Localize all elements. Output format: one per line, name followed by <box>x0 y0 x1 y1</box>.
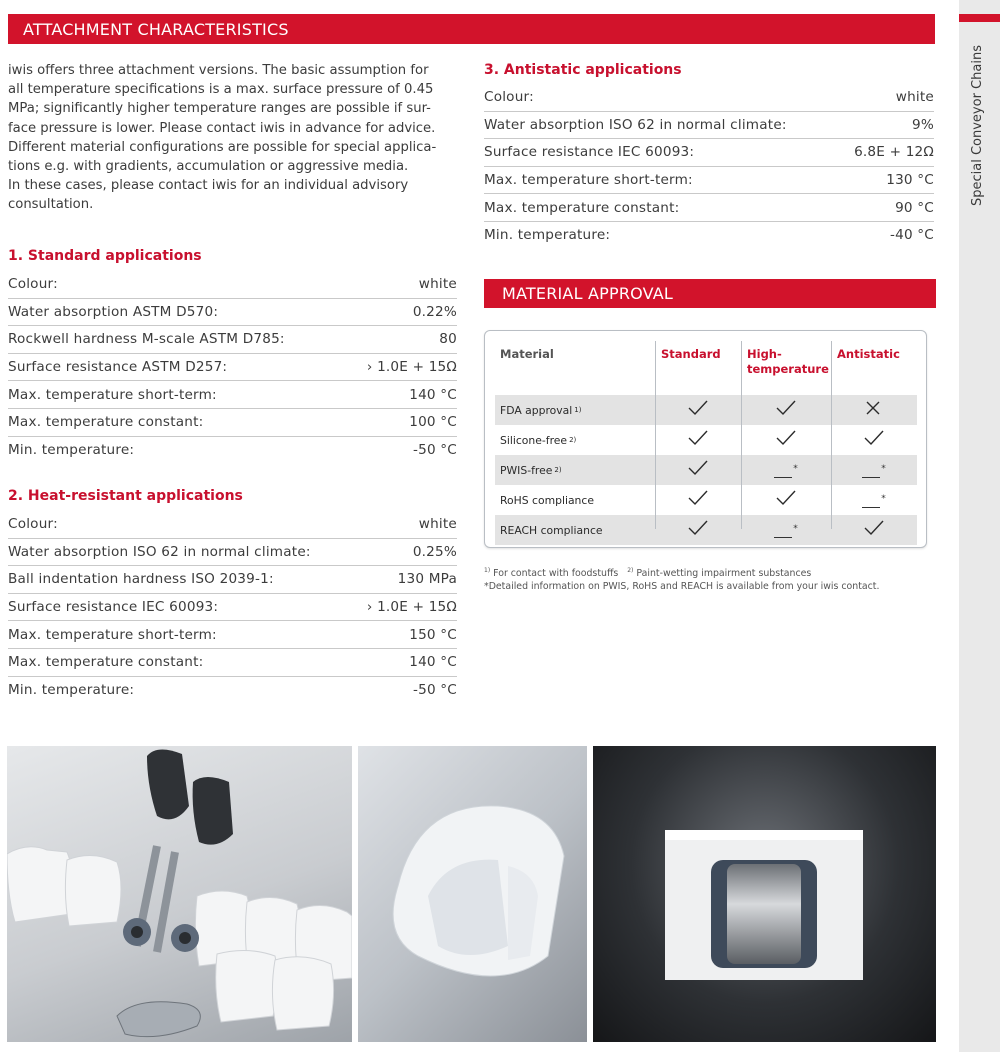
spec-label: Water absorption ASTM D570: <box>8 303 219 320</box>
sidebar-title: Special Conveyor Chains <box>970 45 985 206</box>
intro-line: Different material configurations are possible for special applica- <box>8 139 437 155</box>
spec-value: 0.25% <box>412 543 457 560</box>
approval-status-cell <box>741 485 831 515</box>
spec-row <box>484 167 934 195</box>
asterisk-marker: * <box>793 463 798 474</box>
check-icon <box>776 430 796 450</box>
spec-row <box>8 677 457 704</box>
spec-row <box>484 112 934 140</box>
spec-label: Max. temperature short-term: <box>8 386 217 403</box>
standard-applications-title: 1. Standard applications <box>8 248 202 264</box>
standard-spec-list <box>8 271 457 463</box>
spec-value: 9% <box>912 116 934 133</box>
footnote-marker: 2) <box>569 436 577 444</box>
spec-row <box>8 354 457 382</box>
approval-status-cell <box>831 455 917 485</box>
spec-label: Water absorption ISO 62 in normal climate: <box>8 543 311 560</box>
intro-line: iwis offers three attachment versions. The basic assumption for <box>8 63 429 78</box>
column-header-standard: Standard <box>661 347 721 361</box>
spec-value: 130 °C <box>886 172 934 189</box>
approval-status-cell <box>655 455 741 485</box>
material-property-label: RoHS compliance <box>500 493 594 507</box>
spec-row <box>8 299 457 327</box>
not-applicable-dash-icon <box>774 521 798 540</box>
spec-row <box>8 566 457 594</box>
column-divider <box>831 341 832 529</box>
check-icon <box>864 430 884 450</box>
photo-attachment-on-chain-link <box>593 746 936 1042</box>
photo-single-attachment <box>358 746 587 1042</box>
spec-label: Colour: <box>484 89 534 106</box>
spec-value: white <box>895 89 934 106</box>
table-row <box>495 485 917 515</box>
column-header-high-temperature <box>741 341 831 395</box>
material-approval-table-card <box>484 330 927 548</box>
spec-row <box>8 381 457 409</box>
spec-value: 140 °C <box>409 654 457 671</box>
section-header-material-approval <box>484 279 936 308</box>
antistatic-applications-title: 3. Antistatic applications <box>484 62 682 78</box>
material-approval-title: MATERIAL APPROVAL <box>502 284 674 303</box>
section-header-attachment-characteristics <box>8 14 935 44</box>
intro-line: all temperature specifications is a max. surface pressure of 0.45 <box>8 82 434 98</box>
table-body <box>495 395 917 545</box>
table-row <box>495 455 917 485</box>
not-applicable-dash-icon <box>862 461 886 480</box>
material-property-label: Silicone-free <box>500 433 568 447</box>
check-icon <box>688 400 708 420</box>
spec-label: Max. temperature constant: <box>8 654 204 671</box>
check-icon <box>688 460 708 480</box>
intro-line: face pressure is lower. Please contact iwis in advance for advice. <box>8 120 436 136</box>
column-header-material: Material <box>500 347 554 361</box>
approval-status-cell <box>741 515 831 545</box>
spec-value: -50 °C <box>412 681 457 698</box>
intro-line: consultation. <box>8 197 94 213</box>
spec-value: 100 °C <box>409 414 457 431</box>
column-header-antistatic: Antistatic <box>837 347 900 361</box>
column-divider <box>655 341 656 529</box>
spec-row <box>484 84 934 112</box>
approval-status-cell <box>831 485 917 515</box>
spec-label: Max. temperature constant: <box>8 414 204 431</box>
intro-paragraph <box>8 61 458 215</box>
spec-label: Colour: <box>8 516 58 533</box>
approval-status-cell <box>831 395 917 425</box>
footnote-marker: 2) <box>627 567 634 574</box>
spec-row <box>8 409 457 437</box>
spec-value: 6.8E + 12Ω <box>854 144 934 161</box>
spec-value: 90 °C <box>895 199 934 216</box>
material-property-label: REACH compliance <box>500 523 603 537</box>
material-property-label: PWIS-free <box>500 463 553 477</box>
column-header-line: temperature <box>747 362 829 376</box>
spec-label: Water absorption ISO 62 in normal climate: <box>484 116 787 133</box>
spec-label: Max. temperature constant: <box>484 199 680 216</box>
check-icon <box>688 430 708 450</box>
spec-row <box>8 271 457 299</box>
check-icon <box>688 520 708 540</box>
spec-row <box>484 139 934 167</box>
approval-status-cell <box>741 455 831 485</box>
approval-status-cell <box>655 485 741 515</box>
material-property-cell <box>495 395 655 425</box>
footnote-text: Paint-wetting impairment substances <box>633 568 812 580</box>
approval-status-cell <box>741 395 831 425</box>
asterisk-marker: * <box>881 463 886 474</box>
spec-label: Surface resistance ASTM D257: <box>8 359 228 376</box>
photo-chain-with-attachments <box>7 746 352 1042</box>
spec-row <box>8 511 457 539</box>
antistatic-spec-list <box>484 84 934 249</box>
spec-label: Max. temperature short-term: <box>484 172 693 189</box>
spec-value: 80 <box>439 331 457 348</box>
material-property-cell <box>495 425 655 455</box>
spec-value: 0.22% <box>412 303 457 320</box>
intro-line: tions e.g. with gradients, accumulation or aggressive media. <box>8 159 409 175</box>
heat-resistant-spec-list <box>8 511 457 703</box>
spec-label: Colour: <box>8 276 58 293</box>
spec-row <box>8 539 457 567</box>
spec-value: white <box>418 516 457 533</box>
column-header-line: High- <box>747 347 782 361</box>
spec-row <box>484 222 934 249</box>
spec-value: 140 °C <box>409 386 457 403</box>
footnotes <box>484 565 879 593</box>
spec-label: Surface resistance IEC 60093: <box>8 599 219 616</box>
footnote-line: *Detailed information on PWIS, RoHS and REACH is available from your iwis contact. <box>484 580 880 592</box>
spec-label: Min. temperature: <box>8 681 135 698</box>
table-row <box>495 395 917 425</box>
spec-value: › 1.0E + 15Ω <box>366 359 457 376</box>
footnote-marker: 1) <box>484 567 491 574</box>
spec-value: white <box>418 276 457 293</box>
spec-row <box>8 649 457 677</box>
not-applicable-dash-icon <box>862 491 886 510</box>
spec-value: -40 °C <box>889 227 934 244</box>
spec-label: Min. temperature: <box>8 441 135 458</box>
spec-value: 130 MPa <box>397 571 457 588</box>
heat-resistant-applications-title: 2. Heat-resistant applications <box>8 488 243 504</box>
spec-label: Min. temperature: <box>484 227 611 244</box>
not-applicable-dash-icon <box>774 461 798 480</box>
approval-status-cell <box>655 395 741 425</box>
approval-status-cell <box>831 515 917 545</box>
spec-row <box>8 594 457 622</box>
cross-icon <box>864 400 884 420</box>
material-property-cell <box>495 485 655 515</box>
table-row <box>495 515 917 545</box>
check-icon <box>776 490 796 510</box>
footnote-marker: 2) <box>554 466 562 474</box>
spec-row <box>484 194 934 222</box>
material-approval-table <box>495 341 917 545</box>
table-row <box>495 425 917 455</box>
asterisk-marker: * <box>793 523 798 534</box>
intro-line: In these cases, please contact iwis for an individual advisory <box>8 178 409 194</box>
footnote-text: For contact with foodstuffs <box>490 568 619 580</box>
spec-row <box>8 437 457 464</box>
check-icon <box>776 400 796 420</box>
approval-status-cell <box>655 515 741 545</box>
spec-value: 150 °C <box>409 626 457 643</box>
spec-row <box>8 326 457 354</box>
section-header-title: ATTACHMENT CHARACTERISTICS <box>23 19 289 39</box>
check-icon <box>688 490 708 510</box>
check-icon <box>864 520 884 540</box>
spec-row <box>8 621 457 649</box>
column-divider <box>741 341 742 529</box>
material-property-cell <box>495 515 655 545</box>
spec-label: Max. temperature short-term: <box>8 626 217 643</box>
table-header-row <box>495 341 917 395</box>
spec-label: Rockwell hardness M-scale ASTM D785: <box>8 331 285 348</box>
material-property-cell <box>495 455 655 485</box>
material-property-label: FDA approval <box>500 403 573 417</box>
spec-value: -50 °C <box>412 441 457 458</box>
asterisk-marker: * <box>881 493 886 504</box>
footnote-marker: 1) <box>574 406 582 414</box>
spec-value: › 1.0E + 15Ω <box>366 599 457 616</box>
spec-label: Ball indentation hardness ISO 2039-1: <box>8 571 274 588</box>
approval-status-cell <box>655 425 741 455</box>
sidebar-accent-bar <box>959 14 1000 22</box>
footnote-line <box>484 565 879 581</box>
approval-status-cell <box>831 425 917 455</box>
approval-status-cell <box>741 425 831 455</box>
intro-line: MPa; significantly higher temperature ranges are possible if sur- <box>8 101 431 117</box>
spec-label: Surface resistance IEC 60093: <box>484 144 695 161</box>
